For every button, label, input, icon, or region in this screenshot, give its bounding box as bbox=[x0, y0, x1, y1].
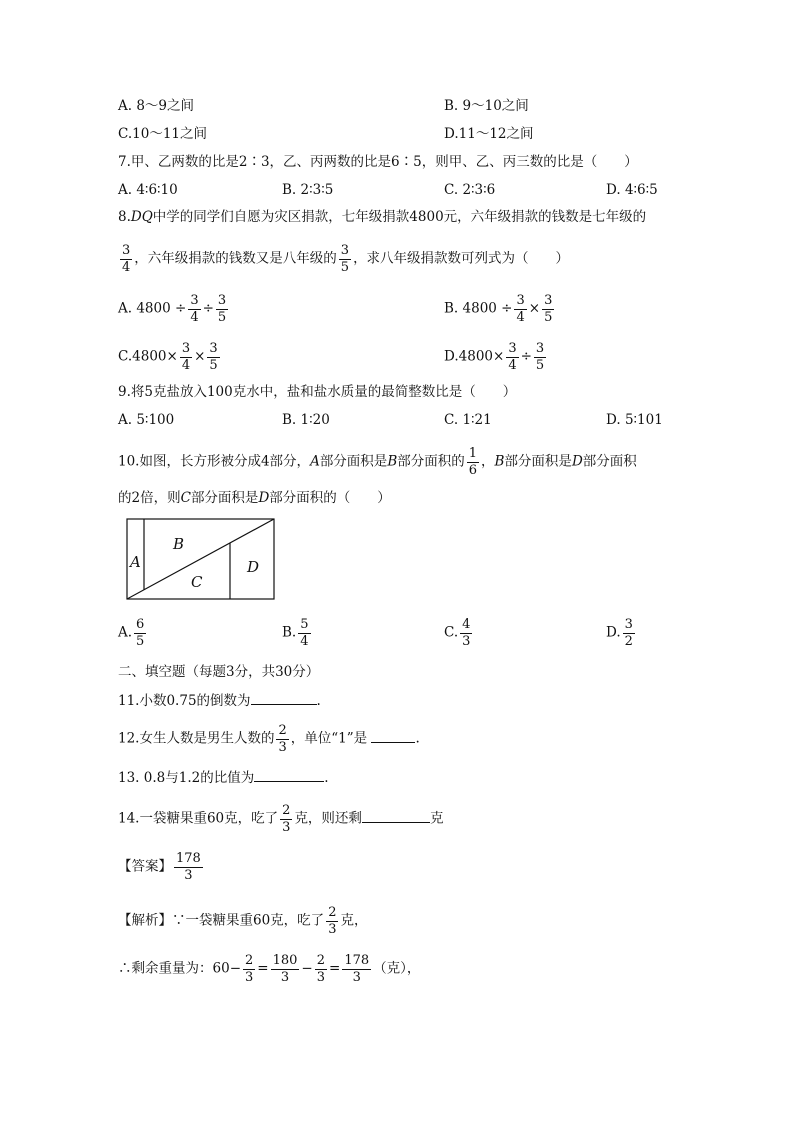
q10-fraction-one-sixth: $\frac{1}{6}$ bbox=[468, 446, 478, 478]
figure-label-c: C bbox=[191, 573, 203, 591]
figure-label-a: A bbox=[130, 553, 141, 571]
q6-option-d: D.11～12之间 bbox=[444, 126, 534, 142]
q13-answer-blank[interactable] bbox=[254, 767, 324, 782]
q9-option-b: B. 1∶20 bbox=[282, 412, 330, 428]
q10-option-c: C. $\frac{4}{3}$ bbox=[444, 617, 471, 649]
q10-rectangle-figure bbox=[120, 514, 280, 604]
q8-fraction-three-fifths: $\frac{3}{5}$ bbox=[340, 243, 350, 275]
q12-answer-blank[interactable] bbox=[371, 728, 415, 743]
q7-option-d: D. 4∶6∶5 bbox=[606, 182, 658, 198]
q10-option-a: A. $\frac{6}{5}$ bbox=[118, 617, 145, 649]
q7-option-c: C. 2∶3∶6 bbox=[444, 182, 496, 198]
q13: 13. 0.8与1.2的比值为 . bbox=[118, 767, 329, 788]
q11-answer-blank[interactable] bbox=[251, 690, 317, 705]
q7-option-b: B. 2∶3∶5 bbox=[282, 182, 334, 198]
q8-option-c: C.4800× $\frac{3}{4}$ × $\frac{3}{5}$ bbox=[118, 341, 218, 373]
q9-option-c: C. 1∶21 bbox=[444, 412, 492, 428]
q11: 11.小数0.75的倒数为 . bbox=[118, 690, 321, 711]
q10-stem-line2: 的2倍，则C部分面积是D部分面积的（ ） bbox=[118, 490, 391, 506]
q9-stem: 9.将5克盐放入100克水中，盐和盐水质量的最简整数比是（ ） bbox=[118, 384, 517, 400]
q8-option-a: A. 4800 ÷ $\frac{3}{4}$ ÷ $\frac{3}{5}$ bbox=[118, 293, 227, 325]
figure-label-b: B bbox=[173, 535, 185, 553]
q8-option-d: D.4800× $\frac{3}{4}$ ÷ $\frac{3}{5}$ bbox=[444, 341, 545, 373]
q8-stem-line1: 8.DQ中学的同学们自愿为灾区捐款，七年级捐款4800元，六年级捐款的钱数是七年级的 bbox=[118, 209, 647, 225]
section2-title: 二、填空题（每题3分，共30分） bbox=[118, 664, 320, 680]
q14-answer-blank[interactable] bbox=[362, 808, 430, 823]
analysis-line2: ∴剩余重量为：60− $\frac{2}{3}$ = $\frac{180}{3}$ − $\frac{2}{3}$ = $\frac{178}{3}$ （克）， bbox=[118, 953, 421, 985]
q10-stem-line1: 10.如图，长方形被分成4部分，A部分面积是B部分面积的 $\frac{1}{6}$ ，B部分面积是D部分面积 bbox=[118, 446, 637, 478]
q7-option-a: A. 4∶6∶10 bbox=[118, 182, 178, 198]
q14: 14.一袋糖果重60克，吃了 $\frac{2}{3}$ 克，则还剩 克 bbox=[118, 803, 444, 835]
q9-option-a: A. 5∶100 bbox=[118, 412, 175, 428]
q9-option-d: D. 5∶101 bbox=[606, 412, 663, 428]
q8-stem-line2: $\frac{3}{4}$ ，六年级捐款的钱数又是八年级的 $\frac{3}{5}$ ，求八年级捐款数可列式为（ ） bbox=[122, 243, 570, 275]
q8-fraction-three-quarters: $\frac{3}{4}$ bbox=[122, 243, 131, 275]
q12: 12.女生人数是男生人数的 $\frac{2}{3}$ ，单位“1”是 . bbox=[118, 723, 420, 755]
q6-option-a: A. 8～9之间 bbox=[118, 98, 195, 114]
answer: 【答案】 $\frac{178}{3}$ bbox=[118, 851, 201, 883]
q10-option-b: B. $\frac{5}{4}$ bbox=[282, 617, 309, 649]
answer-fraction: $\frac{178}{3}$ bbox=[176, 851, 201, 883]
q6-option-b: B. 9～10之间 bbox=[444, 98, 529, 114]
figure-label-d: D bbox=[247, 558, 260, 576]
q7-stem: 7.甲、乙两数的比是2∶3，乙、丙两数的比是6∶5，则甲、乙、丙三数的比是（ ） bbox=[118, 154, 638, 170]
q8-option-b: B. 4800 ÷ $\frac{3}{4}$ × $\frac{3}{5}$ bbox=[444, 293, 553, 325]
q6-option-c: C.10～11之间 bbox=[118, 126, 207, 142]
q10-option-d: D. $\frac{3}{2}$ bbox=[606, 617, 633, 649]
analysis-line1: 【解析】∵一袋糖果重60克，吃了 $\frac{2}{3}$ 克， bbox=[118, 905, 368, 937]
